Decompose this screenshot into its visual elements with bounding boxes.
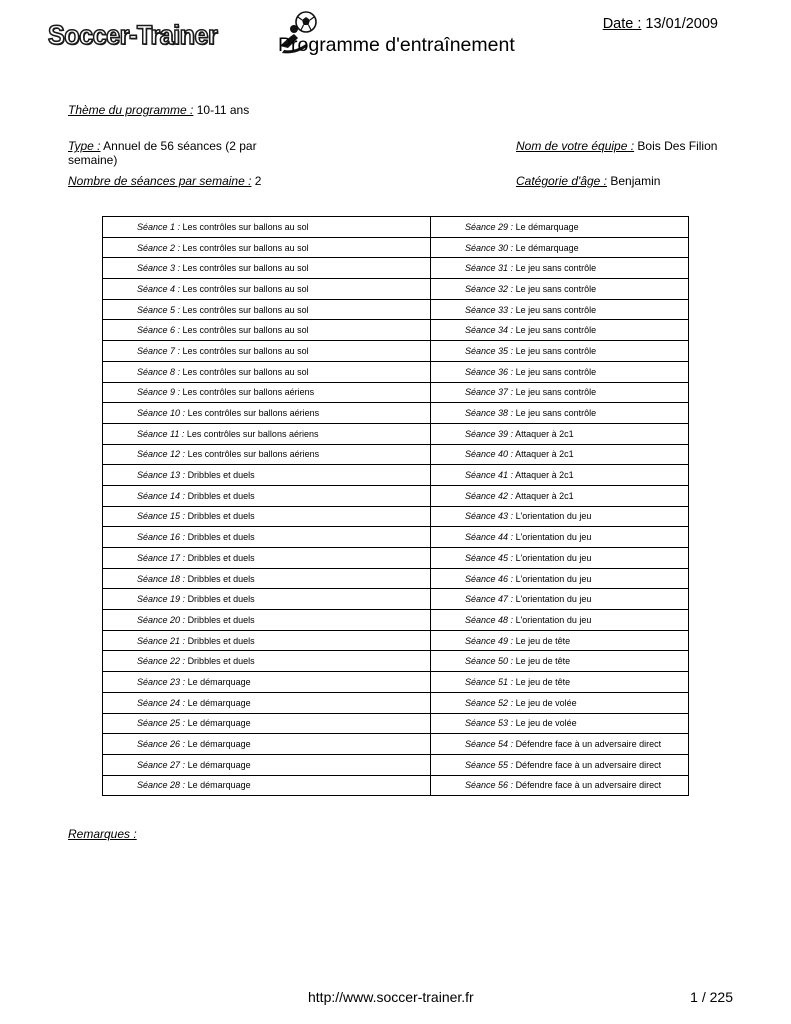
date-label: Date : — [602, 16, 642, 32]
table-row — [103, 423, 689, 444]
date-value: 13/01/2009 — [645, 16, 718, 32]
session-label: Séance 14 : — [137, 490, 186, 501]
session-cell — [431, 506, 689, 527]
session-cell — [431, 341, 689, 362]
session-label: Séance 29 : — [465, 221, 514, 232]
session-label: Séance 6 : — [137, 325, 181, 336]
session-cell — [431, 734, 689, 755]
session-cell — [103, 279, 431, 300]
session-value: Le jeu sans contrôle — [515, 408, 597, 419]
session-cell — [431, 548, 689, 569]
table-row — [103, 382, 689, 403]
session-value: Les contrôles sur ballons au sol — [182, 263, 309, 274]
category-label: Catégorie d'âge : — [516, 174, 608, 188]
session-value: Dribbles et duels — [187, 532, 255, 543]
session-label: Séance 25 : — [137, 718, 186, 729]
session-value: Dribbles et duels — [187, 656, 255, 667]
session-label: Séance 24 : — [137, 697, 186, 708]
session-value: Les contrôles sur ballons aériens — [187, 408, 320, 419]
session-label: Séance 8 : — [137, 366, 181, 377]
session-label: Séance 52 : — [465, 697, 514, 708]
session-cell — [431, 320, 689, 341]
session-label: Séance 48 : — [465, 614, 514, 625]
session-label: Séance 41 : — [465, 470, 514, 481]
session-value: Le démarquage — [187, 739, 251, 750]
session-value: L'orientation du jeu — [515, 532, 592, 543]
table-row — [103, 237, 689, 258]
table-row — [103, 361, 689, 382]
page-title: Programme d'entraînement — [278, 34, 515, 56]
session-value: Attaquer à 2c1 — [515, 470, 574, 481]
category-value: Benjamin — [610, 174, 661, 188]
session-cell — [431, 403, 689, 424]
session-cell — [103, 527, 431, 548]
session-label: Séance 55 : — [465, 759, 514, 770]
session-label: Séance 33 : — [465, 304, 514, 315]
session-cell — [431, 589, 689, 610]
session-label: Séance 26 : — [137, 739, 186, 750]
session-cell — [431, 361, 689, 382]
session-value: Les contrôles sur ballons aériens — [186, 428, 319, 439]
session-label: Séance 17 : — [137, 552, 186, 563]
session-label: Séance 1 : — [137, 221, 181, 232]
session-label: Séance 35 : — [465, 345, 514, 356]
date — [603, 16, 718, 32]
session-value: Le démarquage — [187, 697, 251, 708]
sessions-per-week-field — [68, 174, 261, 188]
session-value: Le jeu de volée — [515, 718, 577, 729]
session-label: Séance 56 : — [465, 780, 514, 791]
session-label: Séance 23 : — [137, 676, 186, 687]
session-value: L'orientation du jeu — [515, 573, 592, 584]
session-label: Séance 51 : — [465, 676, 514, 687]
session-value: Les contrôles sur ballons au sol — [182, 325, 309, 336]
table-row — [103, 548, 689, 569]
session-value: Le démarquage — [515, 221, 579, 232]
session-cell — [431, 423, 689, 444]
session-cell — [103, 444, 431, 465]
session-label: Séance 40 : — [465, 449, 514, 460]
session-value: Dribbles et duels — [187, 511, 255, 522]
session-value: Les contrôles sur ballons au sol — [182, 242, 309, 253]
session-value: Dribbles et duels — [187, 490, 255, 501]
session-label: Séance 27 : — [137, 759, 186, 770]
session-cell — [103, 423, 431, 444]
session-cell — [431, 672, 689, 693]
session-value: Dribbles et duels — [187, 470, 255, 481]
session-value: Le démarquage — [187, 676, 251, 687]
table-row — [103, 299, 689, 320]
session-cell — [103, 754, 431, 775]
table-row — [103, 527, 689, 548]
session-label: Séance 53 : — [465, 718, 514, 729]
session-cell — [103, 651, 431, 672]
session-cell — [103, 341, 431, 362]
session-label: Séance 12 : — [137, 449, 186, 460]
session-value: Le jeu sans contrôle — [515, 283, 597, 294]
session-value: Dribbles et duels — [187, 635, 255, 646]
session-cell — [103, 361, 431, 382]
soccer-trainer-logo — [48, 8, 278, 54]
table-row — [103, 444, 689, 465]
session-cell — [103, 217, 431, 238]
sessions-per-week-label: Nombre de séances par semaine : — [68, 174, 252, 188]
session-label: Séance 21 : — [137, 635, 186, 646]
session-value: Le jeu sans contrôle — [515, 366, 597, 377]
session-label: Séance 47 : — [465, 594, 514, 605]
session-value: Les contrôles sur ballons aériens — [182, 387, 315, 398]
session-value: Le jeu de volée — [515, 697, 577, 708]
session-value: Les contrôles sur ballons au sol — [182, 221, 309, 232]
session-cell — [431, 610, 689, 631]
session-cell — [431, 754, 689, 775]
table-row — [103, 403, 689, 424]
session-cell — [431, 217, 689, 238]
session-label: Séance 30 : — [465, 242, 514, 253]
session-cell — [431, 630, 689, 651]
session-label: Séance 50 : — [465, 656, 514, 667]
session-value: Le jeu sans contrôle — [515, 304, 597, 315]
session-cell — [103, 672, 431, 693]
session-value: Le jeu sans contrôle — [515, 325, 597, 336]
session-label: Séance 46 : — [465, 573, 514, 584]
session-cell — [103, 299, 431, 320]
session-value: L'orientation du jeu — [515, 552, 592, 563]
table-row — [103, 217, 689, 238]
table-row — [103, 610, 689, 631]
session-label: Séance 11 : — [137, 428, 185, 439]
session-cell — [431, 258, 689, 279]
session-value: Défendre face à un adversaire direct — [515, 759, 662, 770]
table-row — [103, 465, 689, 486]
session-cell — [431, 299, 689, 320]
table-row — [103, 672, 689, 693]
session-label: Séance 2 : — [137, 242, 181, 253]
session-label: Séance 28 : — [137, 780, 186, 791]
session-cell — [103, 465, 431, 486]
theme-value: 10-11 ans — [196, 103, 250, 117]
session-cell — [431, 444, 689, 465]
table-row — [103, 506, 689, 527]
session-label: Séance 42 : — [465, 490, 514, 501]
session-label: Séance 9 : — [137, 387, 181, 398]
session-cell — [103, 258, 431, 279]
session-cell — [103, 568, 431, 589]
table-row — [103, 589, 689, 610]
type-field — [68, 139, 288, 167]
session-value: Les contrôles sur ballons au sol — [182, 345, 309, 356]
session-cell — [431, 713, 689, 734]
session-label: Séance 10 : — [137, 408, 186, 419]
team-value: Bois Des Filion — [637, 139, 718, 153]
session-value: Les contrôles sur ballons au sol — [182, 283, 309, 294]
session-cell — [103, 485, 431, 506]
session-value: Le jeu de tête — [515, 656, 571, 667]
session-cell — [103, 548, 431, 569]
session-label: Séance 38 : — [465, 408, 514, 419]
session-cell — [103, 775, 431, 796]
sessions-table — [102, 216, 689, 796]
session-value: Les contrôles sur ballons au sol — [182, 304, 309, 315]
session-label: Séance 49 : — [465, 635, 514, 646]
session-value: Dribbles et duels — [187, 614, 255, 625]
session-label: Séance 31 : — [465, 263, 514, 274]
session-value: Le jeu sans contrôle — [515, 263, 597, 274]
table-row — [103, 320, 689, 341]
table-row — [103, 485, 689, 506]
session-value: Le démarquage — [515, 242, 579, 253]
session-label: Séance 19 : — [137, 594, 186, 605]
table-row — [103, 568, 689, 589]
session-label: Séance 34 : — [465, 325, 514, 336]
table-row — [103, 630, 689, 651]
session-value: Attaquer à 2c1 — [515, 490, 574, 501]
session-label: Séance 54 : — [465, 739, 514, 750]
session-label: Séance 39 : — [465, 428, 514, 439]
table-row — [103, 734, 689, 755]
type-label: Type : — [68, 139, 101, 153]
session-label: Séance 7 : — [137, 345, 181, 356]
session-cell — [103, 403, 431, 424]
session-value: Les contrôles sur ballons au sol — [182, 366, 309, 377]
session-cell — [431, 465, 689, 486]
session-label: Séance 5 : — [137, 304, 181, 315]
session-label: Séance 45 : — [465, 552, 514, 563]
session-cell — [103, 692, 431, 713]
session-label: Séance 20 : — [137, 614, 186, 625]
session-value: Les contrôles sur ballons aériens — [187, 449, 320, 460]
session-label: Séance 22 : — [137, 656, 186, 667]
session-value: Dribbles et duels — [187, 573, 255, 584]
session-value: L'orientation du jeu — [515, 614, 592, 625]
session-label: Séance 3 : — [137, 263, 181, 274]
session-cell — [431, 775, 689, 796]
session-value: Attaquer à 2c1 — [515, 428, 574, 439]
session-value: Dribbles et duels — [187, 594, 255, 605]
session-label: Séance 37 : — [465, 387, 514, 398]
category-field — [516, 174, 660, 188]
session-label: Séance 36 : — [465, 366, 514, 377]
table-row — [103, 651, 689, 672]
table-row — [103, 713, 689, 734]
session-value: Le démarquage — [187, 718, 251, 729]
session-cell — [431, 568, 689, 589]
session-cell — [103, 589, 431, 610]
table-row — [103, 341, 689, 362]
sessions-per-week-value: 2 — [254, 174, 262, 188]
session-value: Le jeu sans contrôle — [515, 345, 597, 356]
logo-text: Soccer-Trainer — [48, 20, 218, 50]
remarks-label: Remarques : — [68, 827, 137, 841]
session-value: Le jeu de tête — [515, 676, 571, 687]
session-label: Séance 13 : — [137, 470, 186, 481]
session-label: Séance 4 : — [137, 283, 181, 294]
session-value: Attaquer à 2c1 — [515, 449, 574, 460]
session-cell — [103, 320, 431, 341]
theme-label: Thème du programme : — [68, 103, 194, 117]
session-cell — [431, 485, 689, 506]
session-cell — [431, 237, 689, 258]
session-label: Séance 16 : — [137, 532, 186, 543]
session-label: Séance 18 : — [137, 573, 186, 584]
session-cell — [103, 630, 431, 651]
session-value: Défendre face à un adversaire direct — [515, 780, 662, 791]
session-cell — [103, 734, 431, 755]
page-number: 1 / 225 — [690, 989, 733, 1005]
session-value: Le démarquage — [187, 780, 251, 791]
session-cell — [431, 527, 689, 548]
table-row — [103, 258, 689, 279]
session-cell — [103, 713, 431, 734]
session-label: Séance 32 : — [465, 283, 514, 294]
theme-field — [68, 103, 249, 117]
session-cell — [431, 279, 689, 300]
table-row — [103, 754, 689, 775]
session-cell — [103, 506, 431, 527]
footer-url: http://www.soccer-trainer.fr — [308, 989, 474, 1005]
session-value: Le jeu de tête — [515, 635, 571, 646]
session-label: Séance 15 : — [137, 511, 186, 522]
session-cell — [431, 692, 689, 713]
team-label: Nom de votre équipe : — [516, 139, 635, 153]
session-value: Dribbles et duels — [187, 552, 255, 563]
session-value: Le démarquage — [187, 759, 251, 770]
table-row — [103, 692, 689, 713]
session-cell — [431, 651, 689, 672]
session-value: Le jeu sans contrôle — [515, 387, 597, 398]
session-cell — [431, 382, 689, 403]
table-row — [103, 279, 689, 300]
type-value: Annuel de 56 séances (2 par semaine) — [68, 139, 257, 167]
session-cell — [103, 382, 431, 403]
table-row — [103, 775, 689, 796]
session-value: L'orientation du jeu — [515, 511, 592, 522]
session-value: Défendre face à un adversaire direct — [515, 739, 662, 750]
team-field — [516, 139, 717, 153]
session-label: Séance 43 : — [465, 511, 514, 522]
session-cell — [103, 237, 431, 258]
session-cell — [103, 610, 431, 631]
session-value: L'orientation du jeu — [515, 594, 592, 605]
session-label: Séance 44 : — [465, 532, 514, 543]
